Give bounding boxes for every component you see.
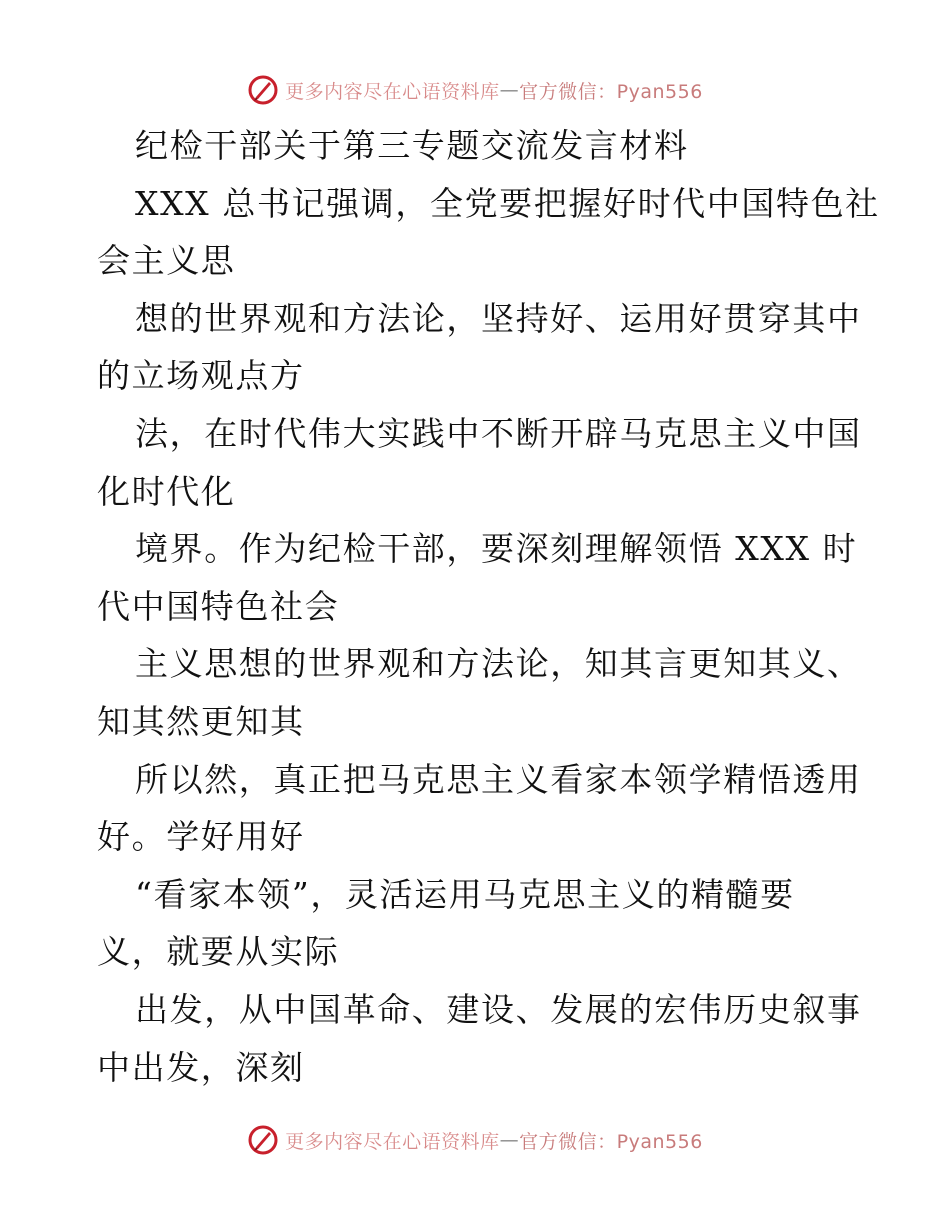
banner-contact-text: 官方微信：Pyan556: [519, 80, 703, 103]
paragraph-line: 主义思想的世界观和方法论，知其言更知其义、: [135, 644, 862, 684]
paragraph-line: 中出发，深刻: [97, 1047, 305, 1087]
paragraph-line: 化时代化: [97, 471, 236, 511]
banner-contact-text: 官方微信：Pyan556: [519, 1130, 703, 1153]
paragraph-line: XXX 总书记强调，全党要把握好时代中国特色社: [135, 183, 880, 223]
paragraph-line: 法，在时代伟大实践中不断开辟马克思主义中国: [135, 413, 862, 453]
paragraph-line: 境界。作为纪检干部，要深刻理解领悟 XXX 时: [135, 529, 858, 569]
paragraph-line: 所以然，真正把马克思主义看家本领学精悟透用: [135, 759, 862, 799]
paragraph-line: “看家本领”，灵活运用马克思主义的精髓要: [135, 874, 795, 914]
document-body: [97, 117, 880, 1096]
paragraph-line: 出发，从中国革命、建设、发展的宏伟历史叙事: [135, 989, 862, 1029]
paragraph-line: 想的世界观和方法论，坚持好、运用好贯穿其中: [135, 298, 862, 338]
paragraph-line: 会主义思: [97, 241, 236, 281]
banner-main-text: 更多内容尽在心语资料库: [285, 1130, 500, 1153]
paragraph-line: 代中国特色社会: [97, 586, 340, 626]
header-watermark-banner: [0, 70, 950, 110]
footer-watermark-banner: [0, 1120, 950, 1160]
quill-logo-icon: [247, 1124, 279, 1156]
document-title: 纪检干部关于第三专题交流发言材料: [135, 126, 689, 165]
paragraph-line: 知其然更知其: [97, 701, 305, 741]
banner-separator: —: [499, 79, 520, 101]
banner-separator: —: [499, 1129, 520, 1151]
quill-logo-icon: [247, 74, 279, 106]
paragraph-line: 的立场观点方: [97, 356, 305, 396]
paragraph-line: 好。学好用好: [97, 817, 305, 857]
banner-main-text: 更多内容尽在心语资料库: [285, 80, 500, 103]
paragraph-line: 义，就要从实际: [97, 932, 340, 972]
